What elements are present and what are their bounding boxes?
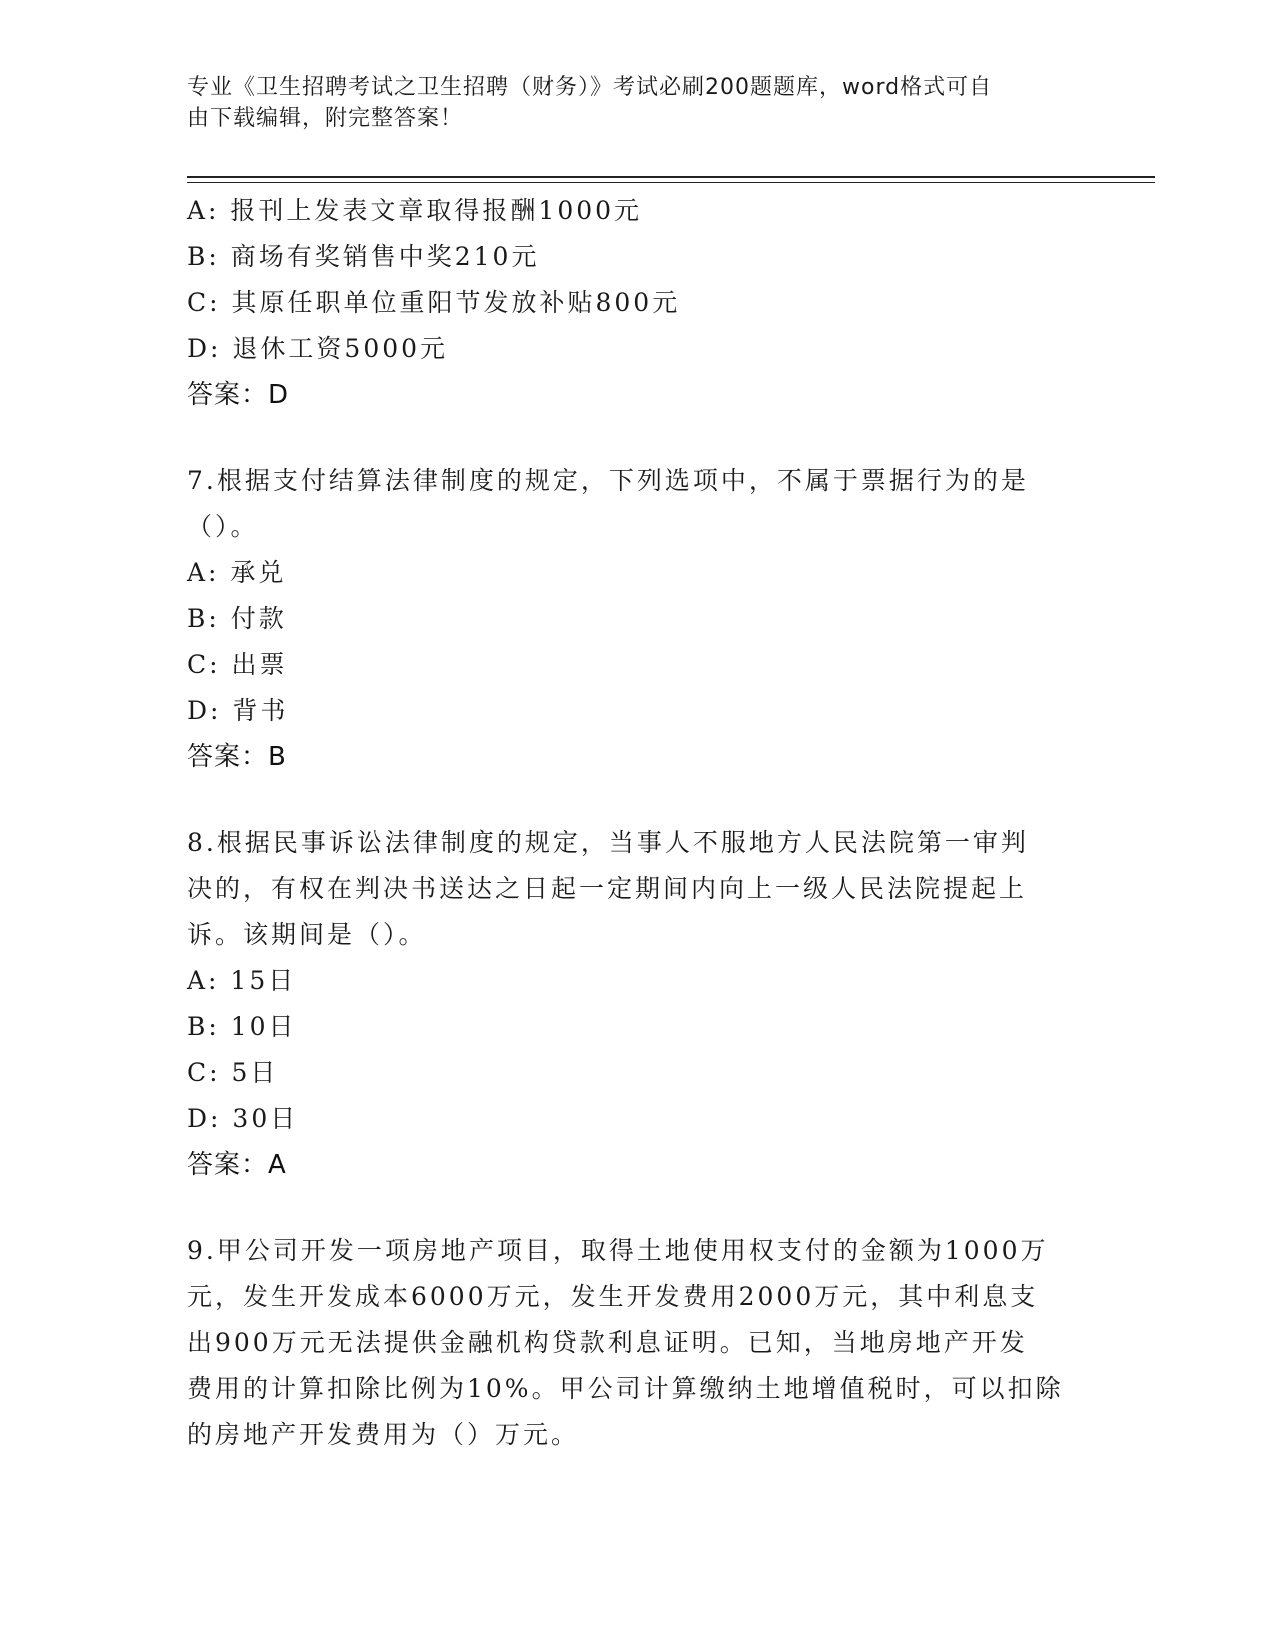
question-text-line: 元，发生开发成本6000万元，发生开发费用2000万元，其中利息支 [187, 1282, 1039, 1311]
question-text-line: 9.甲公司开发一项房地产项目，取得土地使用权支付的金额为1000万 [187, 1236, 1049, 1265]
option-c: C: 出票 [187, 650, 288, 679]
option-c: C: 其原任职单位重阳节发放补贴800元 [187, 288, 681, 317]
option-b: B: 10日 [187, 1012, 297, 1041]
answer-text: 答案：A [187, 1150, 287, 1180]
option-c: C: 5日 [187, 1058, 279, 1087]
question-text-line: 决的，有权在判决书送达之日起一定期间内向上一级人民法院提起上 [187, 874, 1028, 903]
question-text-line: 7.根据支付结算法律制度的规定，下列选项中，不属于票据行为的是 [187, 466, 1029, 495]
option-a: A: 15日 [187, 966, 297, 995]
header-divider-thick [187, 176, 1155, 178]
question-text-line: 的房地产开发费用为（）万元。 [187, 1420, 580, 1449]
header-line-2: 由下载编辑，附完整答案！ [187, 106, 464, 131]
question-text-line: （）。 [187, 512, 259, 541]
question-6 [187, 188, 1087, 418]
question-text-line: 出900万元无法提供金融机构贷款利息证明。已知，当地房地产开发 [187, 1328, 1028, 1357]
option-a: A: 承兑 [187, 558, 287, 587]
document-header [187, 72, 1067, 134]
header-line-1: 专业《卫生招聘考试之卫生招聘（财务）》考试必刷200题题库，word格式可自 [187, 75, 993, 100]
option-a: A: 报刊上发表文章取得报酬1000元 [187, 196, 643, 225]
answer-text: 答案：B [187, 742, 287, 772]
option-d: D: 背书 [187, 696, 289, 725]
option-b: B: 商场有奖销售中奖210元 [187, 242, 540, 271]
answer-text: 答案：D [187, 380, 290, 410]
question-8 [187, 820, 1087, 1188]
option-d: D: 退休工资5000元 [187, 334, 449, 363]
option-b: B: 付款 [187, 604, 287, 633]
question-9 [187, 1228, 1087, 1458]
header-divider-thin [187, 182, 1155, 183]
question-text-line: 8.根据民事诉讼法律制度的规定，当事人不服地方人民法院第一审判 [187, 828, 1029, 857]
option-d: D: 30日 [187, 1104, 299, 1133]
document-body [187, 188, 1087, 1458]
question-text-line: 诉。该期间是（）。 [187, 920, 427, 949]
question-7 [187, 458, 1087, 780]
question-text-line: 费用的计算扣除比例为10%。甲公司计算缴纳土地增值税时，可以扣除 [187, 1374, 1064, 1403]
